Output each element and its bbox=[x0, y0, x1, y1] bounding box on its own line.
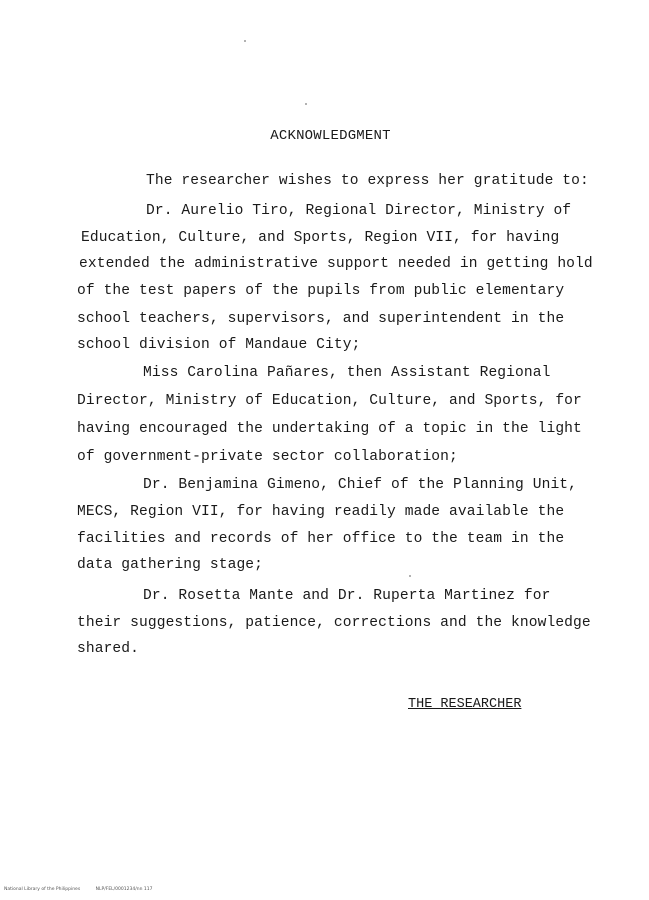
text-line: facilities and records of her office to the team in the bbox=[77, 531, 565, 547]
text-line: of government-private sector collaboration; bbox=[77, 449, 458, 465]
text-line: having encouraged the undertaking of a topic in the light bbox=[77, 421, 582, 437]
text-line: Dr. Benjamina Gimeno, Chief of the Planning Unit, bbox=[143, 477, 578, 493]
text-line: Dr. Aurelio Tiro, Regional Director, Ministry of bbox=[146, 203, 572, 219]
text-line: The researcher wishes to express her gratitude to: bbox=[146, 173, 589, 189]
scan-speck bbox=[244, 40, 246, 42]
text-line: of the test papers of the pupils from public elementary bbox=[77, 283, 565, 299]
text-line: MECS, Region VII, for having readily made available the bbox=[77, 504, 565, 520]
heading bbox=[0, 128, 649, 144]
text-line: shared. bbox=[77, 641, 140, 657]
scan-footer bbox=[4, 887, 166, 892]
scan-speck bbox=[305, 103, 307, 105]
text-line: Miss Carolina Pañares, then Assistant Regional bbox=[143, 365, 551, 381]
text-line: school division of Mandaue City; bbox=[77, 337, 361, 353]
text-line: Education, Culture, and Sports, Region VII, for having bbox=[81, 230, 560, 246]
text-line: Dr. Rosetta Mante and Dr. Ruperta Martinez for bbox=[143, 588, 551, 604]
text-line: school teachers, supervisors, and superintendent in the bbox=[77, 311, 565, 327]
text-line: extended the administrative support needed in getting hold bbox=[79, 256, 593, 272]
footer-code: NLP/FEL/0001234/nn 117 bbox=[95, 887, 153, 892]
heading-text: ACKNOWLEDGMENT bbox=[270, 128, 391, 144]
scan-speck bbox=[409, 575, 411, 577]
text-line: data gathering stage; bbox=[77, 557, 264, 573]
text-line: Director, Ministry of Education, Culture, and Sports, for bbox=[77, 393, 582, 409]
signature-line: THE RESEARCHER bbox=[408, 697, 522, 712]
footer-library: National Library of the Philippines bbox=[4, 887, 81, 892]
text-line: their suggestions, patience, corrections and the knowledge bbox=[77, 615, 591, 631]
